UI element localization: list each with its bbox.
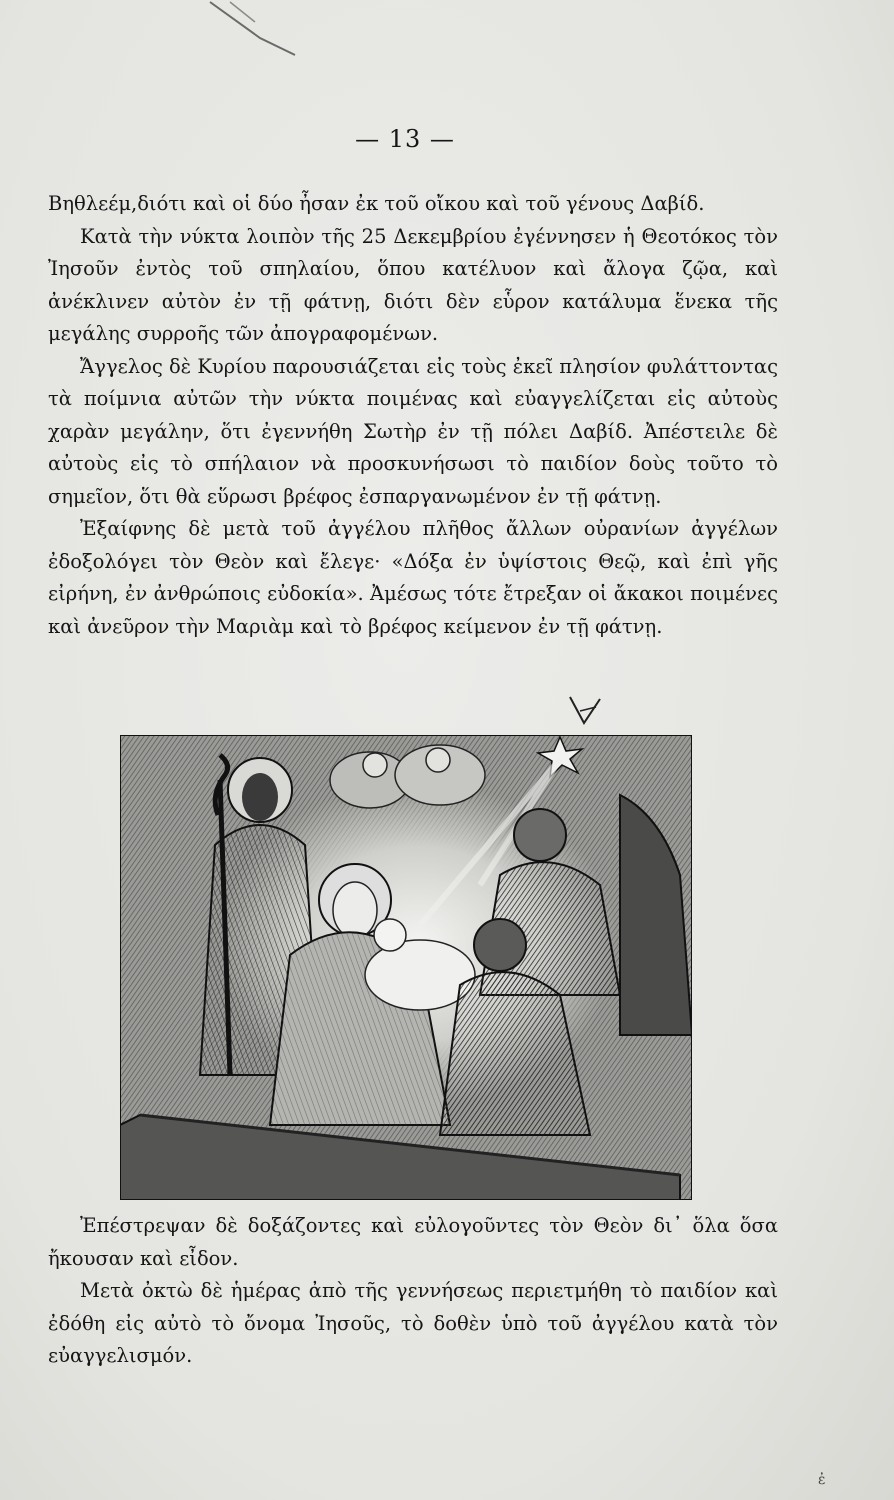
paragraph: Κατὰ τὴν νύκτα λοιπὸν τῆς 25 Δεκεμβρίου ἐγέννησεν ἡ Θεοτόκος τὸν Ἰησοῦν ἐντὸς τοῦ σπηλαίου, ὅπου κατέλυον καὶ ἄλογα ζῷα, καὶ ἀνέκλινεν αὐτὸν ἐν τῇ φάτνῃ, διότι δὲν εὗρον κατάλυμα ἕνεκα τῆς μεγάλης συρροῆς τῶν ἀπογραφομένων. <box>48 224 778 345</box>
pen-mark-icon <box>566 693 606 729</box>
paragraph: Ἐξαίφνης δὲ μετὰ τοῦ ἀγγέλου πλῆθος ἄλλων οὐρανίων ἀγγέλων ἐδοξολόγει τὸν Θεὸν καὶ ἔλεγε· «Δόξα ἐν ὑψίστοις Θεῷ, καὶ ἐπὶ γῆς εἰρήνη, ἐν ἀνθρώποις εὐδοκία». Ἀμέσως τότε ἔτρεξαν οἱ ἄκακοι ποιμένες καὶ ἀνεῦρον τὴν Μαριὰμ καὶ τὸ βρέφος κείμενον ἐν τῇ φάτνῃ. <box>48 517 778 638</box>
scratch-mark-icon <box>200 0 310 60</box>
footer-mark: ἐ <box>818 1472 826 1488</box>
page-number: — 13 — <box>355 125 455 153</box>
nativity-illustration <box>120 735 692 1200</box>
text-block-top <box>48 188 778 643</box>
paragraph: Ἐπέστρεψαν δὲ δοξάζοντες καὶ εὐλογοῦντες τὸν Θεὸν δι᾽ ὅλα ὅσα ἤκουσαν καὶ εἶδον. <box>48 1214 778 1270</box>
text-block-bottom <box>48 1210 778 1373</box>
paragraph: Βηθλεέμ,διότι καὶ οἱ δύο ἦσαν ἐκ τοῦ οἴκου καὶ τοῦ γένους Δαβίδ. <box>48 192 705 215</box>
paragraph: Ἄγγελος δὲ Κυρίου παρουσιάζεται εἰς τοὺς ἐκεῖ πλησίον φυλάττοντας τὰ ποίμνια αὐτῶν τὴν νύκτα ποιμένας καὶ εὐαγγελίζεται εἰς αὐτοὺς χαρὰν μεγάλην, ὅτι ἐγεννήθη Σωτὴρ ἐν τῇ πόλει Δαβίδ. Ἀπέστειλε δὲ αὐτοὺς εἰς τὸ σπήλαιον νὰ προσκυνήσωσι τὸ παιδίον δοὺς τοῦτο τὸ σημεῖον, ὅτι θὰ εὕρωσι βρέφος ἐσπαργανωμένον ἐν τῇ φάτνῃ. <box>48 354 778 508</box>
paragraph: Μετὰ ὀκτὼ δὲ ἡμέρας ἀπὸ τῆς γεννήσεως περιετμήθη τὸ παιδίον καὶ ἐδόθη εἰς αὐτὸ τὸ ὄνομα Ἰησοῦς, τὸ δοθὲν ὑπὸ τοῦ ἀγγέλου κατὰ τὸν εὐαγγελισμόν. <box>48 1279 778 1367</box>
